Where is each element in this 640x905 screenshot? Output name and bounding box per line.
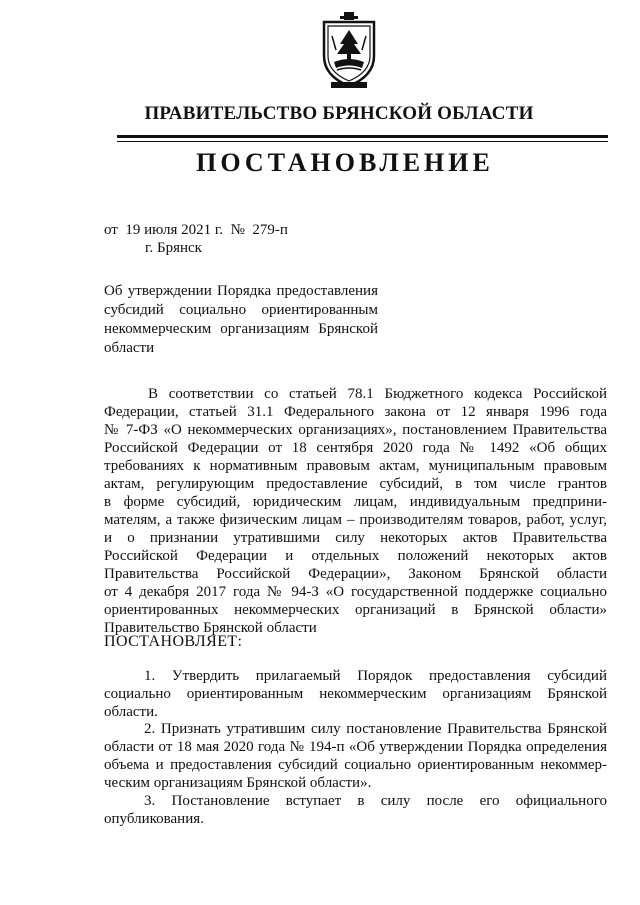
item-line: ческим организациям Брянской области». (104, 775, 372, 791)
subject-line: области (104, 340, 155, 356)
item-line: 3. Постановление вступает в силу после его официального (144, 793, 607, 809)
resolution-item-1 (104, 667, 607, 721)
preamble-line: мателям, а также физическим лицам – производителям товаров, работ, услуг, (104, 512, 607, 528)
item-line: области. (104, 704, 158, 720)
preamble-line: ориентированных некоммерческих организаций в Брянской области» (104, 602, 607, 618)
preamble-line: Российской Федерации от 18 сентября 2020 года № 1492 «Об общих (104, 440, 607, 456)
preamble-line: Правительства Российской Федерации», Законом Брянской области (104, 566, 607, 582)
subject-line: Об утверждении Порядка предоставления (104, 283, 378, 299)
preamble-line: в форме субсидий, юридическим лицам, индивидуальным предприни- (104, 494, 607, 510)
item-line: объема и предоставления субсидий социально ориентированным некоммер- (104, 757, 607, 773)
item-line: 2. Признать утратившим силу постановление Правительства Брянской (144, 721, 607, 737)
preamble-line: требованиях к нормативным правовым актам, муниципальным правовым (104, 458, 607, 474)
preamble-line: В соответствии со статьей 78.1 Бюджетного кодекса Российской (148, 386, 607, 402)
preamble-line: № 7-ФЗ «О некоммерческих организациях», постановлением Правительства (104, 422, 607, 438)
document-date-number: от 19 июля 2021 г. № 279-п (104, 222, 288, 238)
subject-line: субсидий социально ориентированным (104, 302, 378, 318)
resolution-item-2 (104, 720, 607, 792)
subject-line: некоммерческим организациям Брянской (104, 321, 378, 337)
resolve-heading: ПОСТАНОВЛЯЕТ: (104, 633, 243, 650)
item-line: социально ориентированным некоммерческим организациям Брянской (104, 686, 607, 702)
document-city: г. Брянск (145, 240, 202, 256)
document-type-title: ПОСТАНОВЛЕНИЕ (196, 148, 494, 177)
header-rule-thin (117, 141, 608, 142)
item-line: опубликования. (104, 811, 204, 827)
preamble-line: от 4 декабря 2017 года № 94-З «О государственной поддержке социально (104, 584, 607, 600)
preamble-line: Федерации, статьей 31.1 Федерального закона от 12 января 1996 года (104, 404, 607, 420)
resolution-item-3 (104, 792, 607, 828)
preamble-line: Российской Федерации и отдельных положений некоторых актов (104, 548, 607, 564)
preamble-line: и о признании утратившими силу некоторых актов Правительства (104, 530, 607, 546)
item-line: области от 18 мая 2020 года № 194-п «Об утверждении Порядка определения (104, 739, 607, 755)
header-rule-thick (117, 135, 608, 138)
preamble-line: Правительство Брянской области (104, 620, 317, 636)
item-line: 1. Утвердить прилагаемый Порядок предоставления субсидий (144, 668, 607, 684)
coat-of-arms-emblem (318, 10, 380, 92)
preamble-line: актам, регулирующим предоставление субсидий, в том числе грантов (104, 476, 607, 492)
organization-title: ПРАВИТЕЛЬСТВО БРЯНСКОЙ ОБЛАСТИ (144, 103, 534, 124)
preamble-paragraph (104, 385, 607, 637)
document-subject (104, 282, 378, 358)
